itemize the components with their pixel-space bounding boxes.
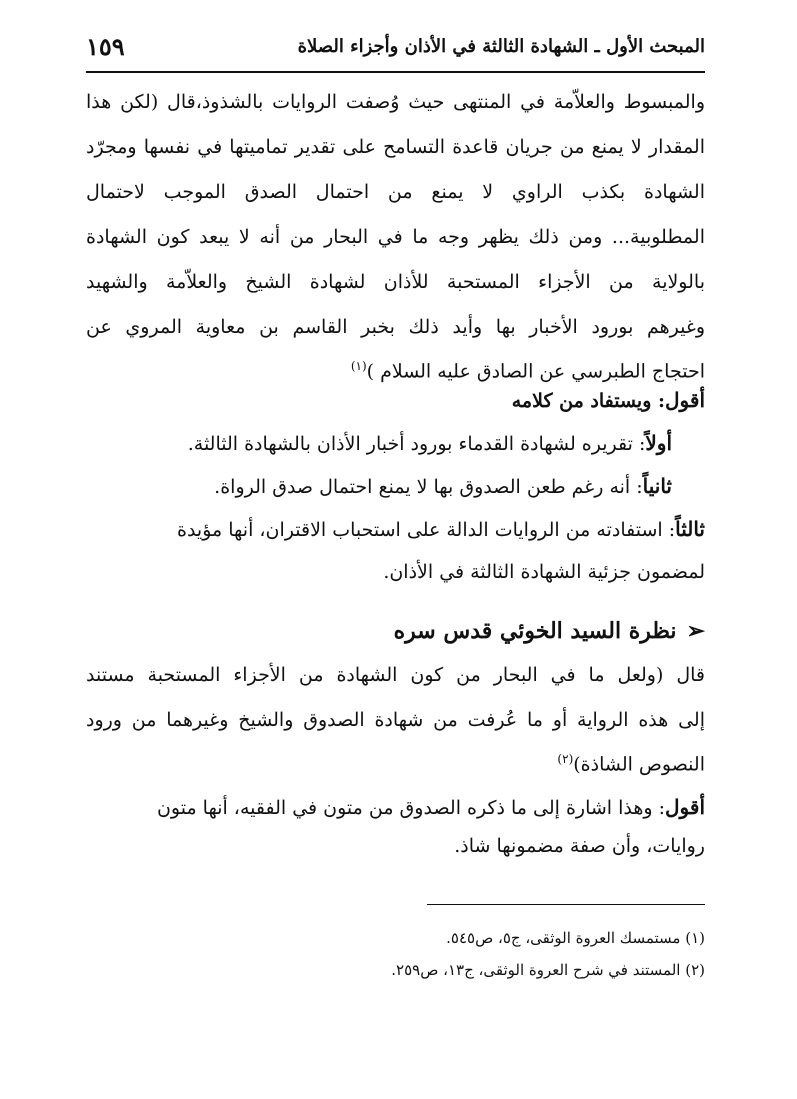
paragraph-line: المطلوبية... ومن ذلك يظهر وجه ما في البحار من أنه لا يبعد كون الشهادة: [86, 226, 705, 248]
footnote-ref: (٢): [557, 752, 574, 766]
paragraph-line: بالولاية من الأجزاء المستحبة للأذان لشهادة الشيخ والعلاّمة والشهيد: [86, 271, 705, 293]
point-lead: أولاً: [645, 431, 672, 455]
footnote-ref: (١): [350, 359, 367, 373]
point-lead: ثانياً: [642, 474, 672, 498]
point-third: [86, 514, 705, 545]
section-heading-text: نظرة السيد الخوئي قدس سره: [393, 618, 677, 644]
aqul-text: : وهذا اشارة إلى ما ذكره الصدوق من متون في الفقيه، أنها متون: [156, 797, 666, 819]
aqul-lead: أقول: [665, 795, 705, 819]
point-text: : أنه رغم طعن الصدوق بها لا يمنع احتمال صدق الرواة.: [214, 476, 643, 498]
aqul-lead: أقول: [665, 388, 705, 412]
paragraph-text: احتجاج الطبرسي عن الصادق عليه السلام ): [366, 360, 705, 383]
aqul-text: : ويستفاد من كلامه: [511, 390, 666, 412]
page-number: ١٥٩: [86, 32, 125, 61]
running-header: [86, 30, 705, 68]
point-third-continued: لمضمون جزئية الشهادة الثالثة في الأذان.: [383, 561, 705, 583]
paragraph-line: قال (ولعل ما في البحار من كون الشهادة من الأجزاء المستحبة مستند: [86, 664, 705, 686]
paragraph-line: المقدار لا يمنع من جريان قاعدة التسامح على تقدير تماميتها في نفسها ومجرّد: [86, 136, 705, 158]
aqul-line: [86, 385, 705, 416]
point-text: : تقريره لشهادة القدماء بورود أخبار الأذان بالشهادة الثالثة.: [187, 433, 646, 455]
point-text: : استفادته من الروايات الدالة على استحباب الاقتران، أنها مؤيدة: [177, 519, 676, 541]
chapter-title: المبحث الأول ـ الشهادة الثالثة في الأذان وأجزاء الصلاة: [297, 36, 705, 57]
aqul-continued: روايات، وأن صفة مضمونها شاذ.: [454, 835, 705, 857]
paragraph-line-last: [86, 351, 705, 386]
section-heading: [394, 618, 705, 644]
paragraph-line: إلى هذه الرواية أو ما عُرفت من شهادة الصدوق والشيخ وغيرهما من ورود: [86, 709, 705, 731]
footnote: (١) مستمسك العروة الوثقى، ج٥، ص٥٤٥.: [446, 929, 705, 947]
arrow-left-icon: ➢: [686, 618, 705, 644]
paragraph-line-last: [86, 744, 705, 779]
header-rule: [86, 71, 705, 73]
paragraph-line: والمبسوط والعلاّمة في المنتهى حيث وُصفت الروايات بالشذوذ،قال (لكن هذا: [86, 91, 705, 113]
paragraph-line: وغيرهم بورود الأخبار بها وأيد ذلك بخبر القاسم بن معاوية المروي عن: [86, 316, 705, 338]
paragraph-text: النصوص الشاذة): [573, 753, 705, 776]
point-first: [86, 428, 672, 459]
paragraph-line: الشهادة بكذب الراوي لا يمنع من احتمال الصدق الموجب لاحتمال: [86, 181, 705, 203]
aqul-line: [86, 792, 705, 823]
footnote-rule: [427, 904, 705, 905]
footnote: (٢) المستند في شرح العروة الوثقى، ج١٣، ص٢٥٩.: [391, 961, 705, 979]
point-second: [86, 471, 672, 502]
point-lead: ثالثاً: [675, 517, 705, 541]
